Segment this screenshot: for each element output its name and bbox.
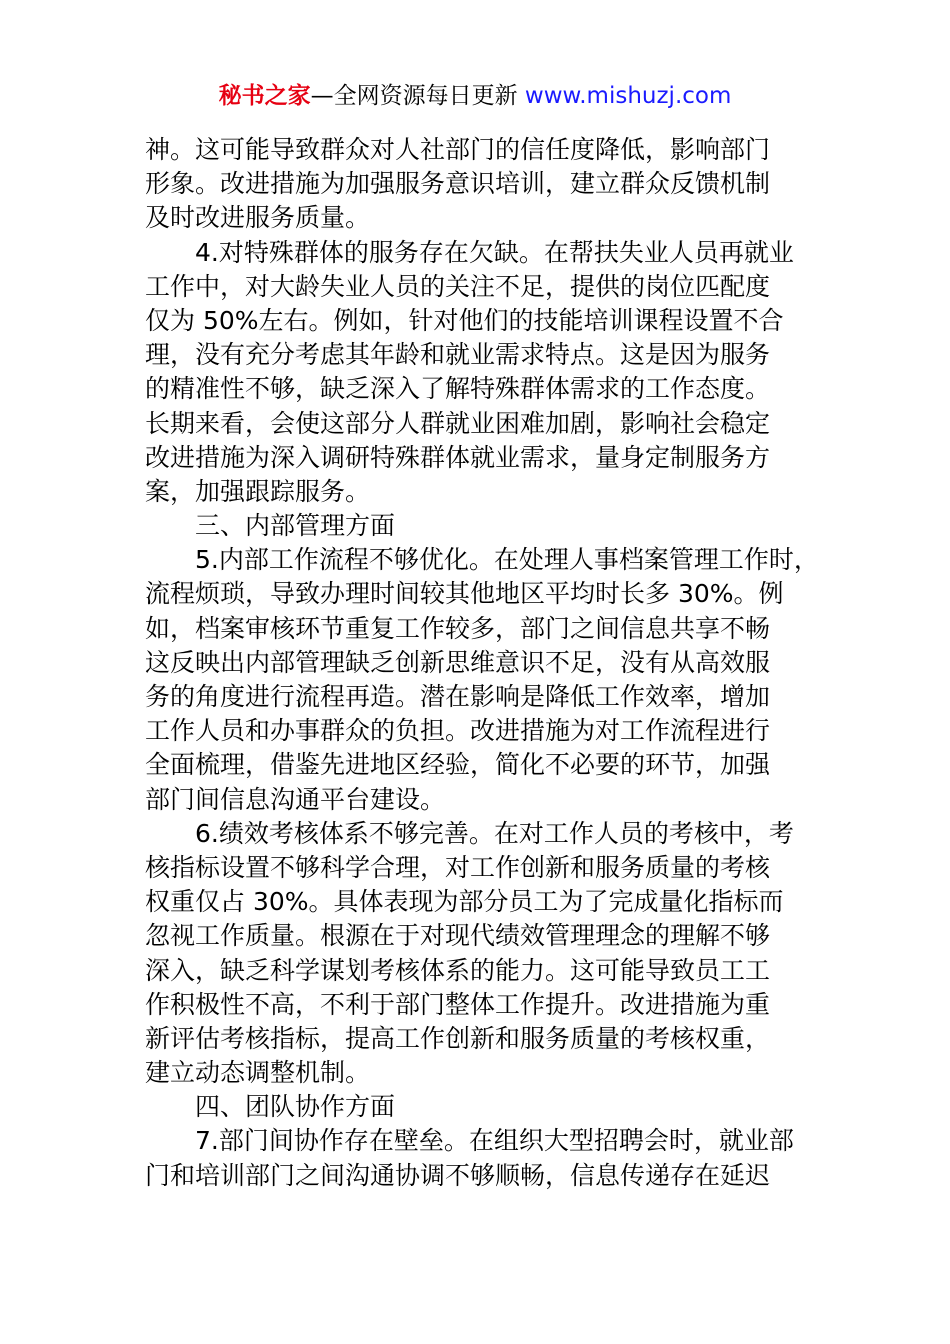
text-line: 部门间信息沟通平台建设。 — [145, 784, 446, 814]
text-line: 理，没有充分考虑其年龄和就业需求特点。这是因为服务 — [145, 340, 771, 370]
text-line: 务的角度进行流程再造。潜在影响是降低工作效率，增加 — [145, 682, 771, 711]
paragraph-first-line: 四、团队协作方面 — [195, 1092, 396, 1122]
paragraph-first-line: 6.绩效考核体系不够完善。在对工作人员的考核中，考 — [195, 818, 794, 848]
text-line: 工作中，对大龄失业人员的关注不足，提供的岗位匹配度 — [145, 271, 771, 301]
text-line: 权重仅占 30%。具体表现为部分员工为了完成量化指标而 — [145, 887, 784, 917]
text-line: 新评估考核指标，提高工作创新和服务质量的考核权重， — [145, 1023, 771, 1053]
site-brand: 秘书之家 — [218, 83, 311, 109]
text-line: 及时改进服务质量。 — [145, 203, 371, 233]
text-line: 案，加强跟踪服务。 — [145, 476, 371, 506]
paragraph-first-line: 5.内部工作流程不够优化。在处理人事档案管理工作时， — [195, 545, 819, 575]
text-line: 作积极性不高，不利于部门整体工作提升。改进措施为重 — [145, 989, 771, 1019]
document-body — [145, 133, 825, 1193]
text-line: 神。这可能导致群众对人社部门的信任度降低，影响部门 — [145, 135, 771, 164]
text-line: 建立动态调整机制。 — [145, 1058, 371, 1088]
text-line: 全面梳理，借鉴先进地区经验，简化不必要的环节，加强 — [145, 750, 771, 780]
text-line: 流程烦琐，导致办理时间较其他地区平均时长多 30%。例 — [145, 579, 784, 609]
text-line: 的精准性不够，缺乏深入了解特殊群体需求的工作态度。 — [145, 374, 771, 404]
text-line: 忽视工作质量。根源在于对现代绩效管理理念的理解不够 — [145, 921, 771, 951]
text-line: 如，档案审核环节重复工作较多，部门之间信息共享不畅 — [145, 613, 771, 643]
paragraph-first-line: 三、内部管理方面 — [195, 511, 396, 541]
paragraph-first-line: 4.对特殊群体的服务存在欠缺。在帮扶失业人员再就业 — [195, 237, 794, 267]
site-url-link[interactable]: www.mishuzj.com — [524, 83, 732, 109]
text-line: 改进措施为深入调研特殊群体就业需求，量身定制服务方 — [145, 442, 771, 472]
text-line: 形象。改进措施为加强服务意识培训，建立群众反馈机制 — [145, 169, 771, 199]
text-line: 这反映出内部管理缺乏创新思维意识不足，没有从高效服 — [145, 647, 771, 677]
text-line: 深入，缺乏科学谋划考核体系的能力。这可能导致员工工 — [145, 955, 771, 985]
site-header — [0, 80, 950, 112]
text-line: 仅为 50%左右。例如，针对他们的技能培训课程设置不合 — [145, 305, 784, 335]
site-slogan: —全网资源每日更新 — [310, 83, 525, 109]
text-line: 工作人员和办事群众的负担。改进措施为对工作流程进行 — [145, 716, 771, 746]
text-line: 长期来看，会使这部分人群就业困难加剧，影响社会稳定 — [145, 408, 771, 438]
text-line: 门和培训部门之间沟通协调不够顺畅，信息传递存在延迟 — [145, 1160, 771, 1190]
paragraph-first-line: 7.部门间协作存在壁垒。在组织大型招聘会时，就业部 — [195, 1126, 794, 1156]
text-line: 核指标设置不够科学合理，对工作创新和服务质量的考核 — [145, 852, 771, 882]
